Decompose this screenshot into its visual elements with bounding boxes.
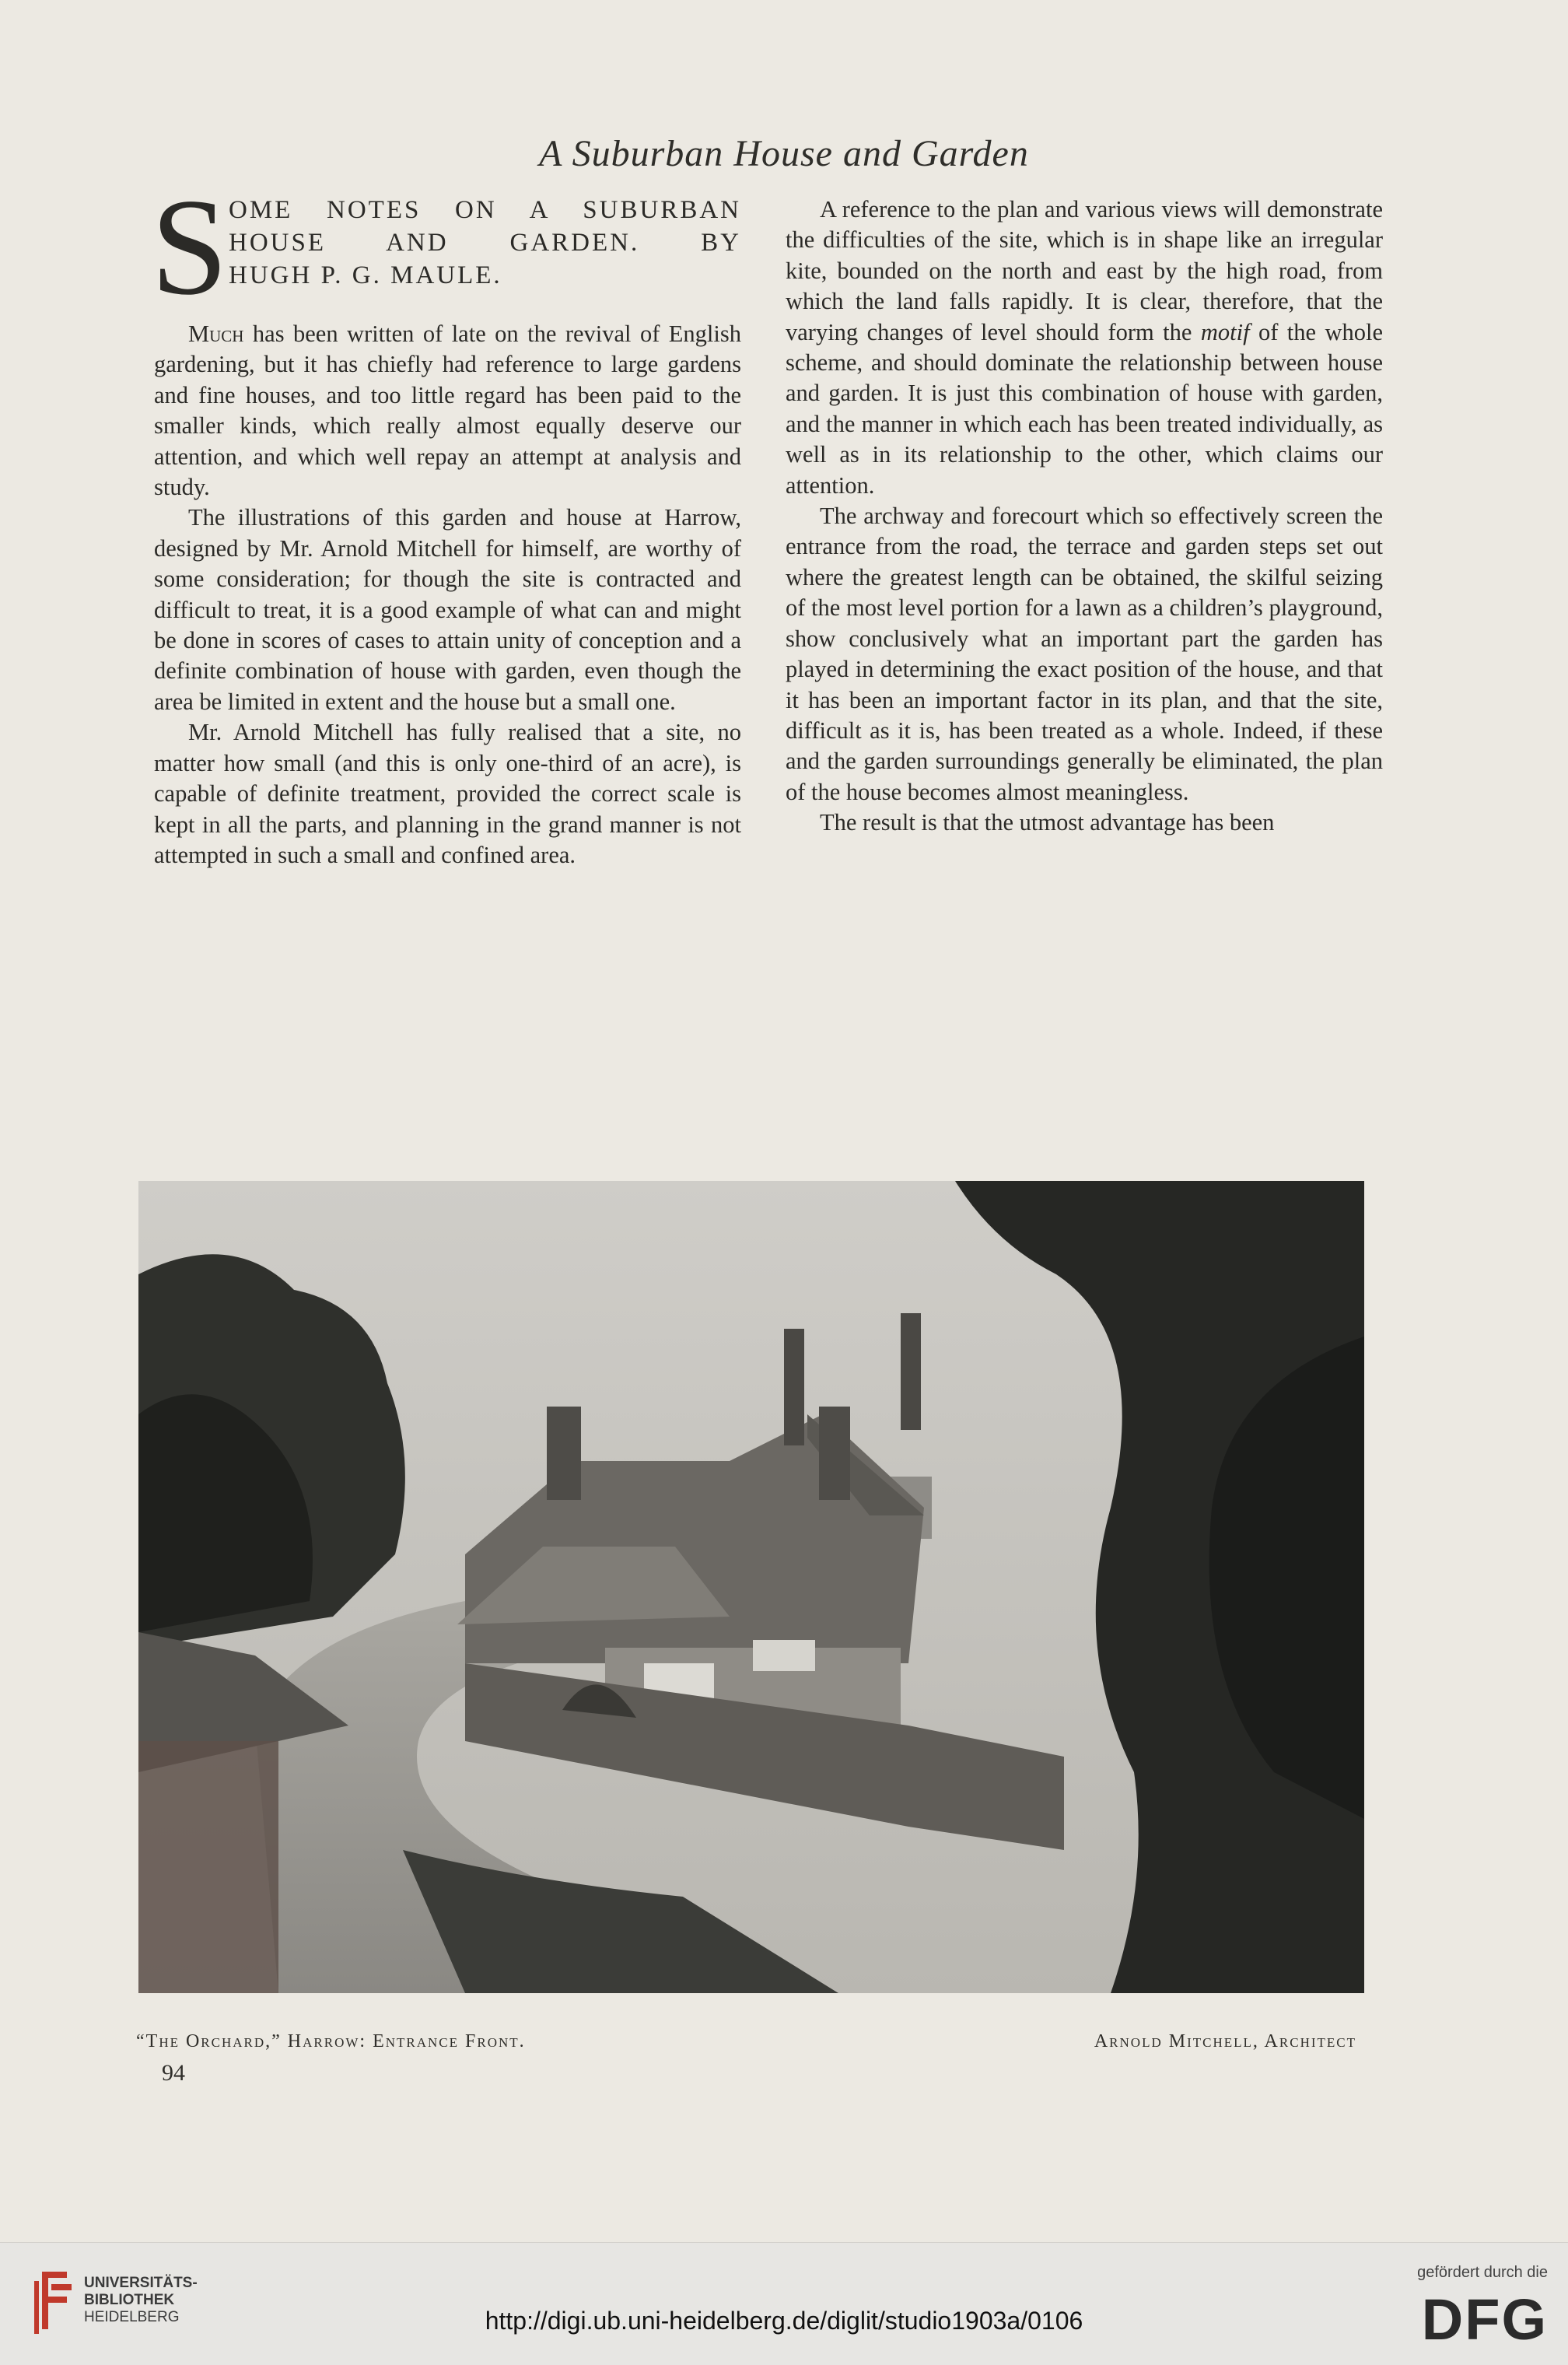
paragraph: [154, 319, 741, 503]
heading-line-1: OME NOTES ON A SUBURBAN: [229, 196, 741, 224]
photo-illustration: [138, 1181, 1364, 1993]
paragraph: The result is that the utmost advantage has been: [820, 809, 1275, 836]
page-number: 94: [162, 2060, 185, 2086]
right-column: [786, 194, 1383, 839]
dfg-logo: DFG: [1421, 2287, 1548, 2352]
running-title: A Suburban House and Garden: [539, 133, 1029, 174]
paragraph-text: of the whole scheme, and should dominate the relationship between house and garden. It is just this combination of house with garden, and the manner in which each has been treated individually, as well as in its relationship to the other, which claims our attention.: [786, 318, 1383, 499]
library-name-line: BIBLIOTHEK: [84, 2292, 175, 2308]
paragraph: [786, 194, 1383, 501]
italic-word: motif: [1200, 318, 1250, 345]
paragraph-text: has been written of late on the revival of English gardening, but it has chiefly had reference to large gardens and fine houses, and too little regard has been paid to the smaller kinds, which really almost equally deserve our attention, and which well repay an attempt at analysis and study.: [154, 321, 741, 501]
paragraph: Mr. Arnold Mitchell has fully realised that a site, no matter how small (and this is only one-third of an acre), is capable of definite treatment, provided the correct scale is kept in all the parts, and planning in the grand manner is not attempted in such a small and confined area.: [154, 719, 741, 868]
paragraph: The illustrations of this garden and house at Harrow, designed by Mr. Arnold Mitchell for himself, are worthy of some consideration; for though the site is contracted and difficult to treat, it is a good example of what can and might be done in scores of cases to attain unity of conception and a definite combination of house with garden, even though the area be limited in extent and the house but a small one.: [154, 504, 741, 715]
paragraph: The archway and forecourt which so effectively screen the entrance from the road, the terrace and garden steps set out where the greatest length can be obtained, the skilful seizing of the most level portion for a lawn as a children’s playground, show conclusively what an important part the garden has played in determining the exact position of the house, and that it has been an important factor in its plan, and that the site, difficult as it is, has been treated as a whole. Indeed, if these and the garden surroundings generally be eliminated, the plan of the house becomes almost meaningless.: [786, 503, 1383, 805]
lead-word: Much: [188, 321, 244, 347]
heading-line-2: HOUSE AND GARDEN. BY: [229, 229, 741, 257]
heading-line-3: HUGH P. G. MAULE.: [229, 261, 502, 289]
paragraph-text: A reference to the plan and various views will demonstrate the difficulties of the site, which is in shape like an irregular kite, bounded on the north and east by the high road, from which the land falls rapidly. It is clear, therefore, that the varying changes of level should form the: [786, 196, 1383, 345]
drop-cap: S: [151, 170, 228, 324]
library-name-line: UNIVERSITÄTS-: [84, 2275, 198, 2291]
house-photograph: [138, 1181, 1364, 1993]
left-column: [151, 170, 741, 871]
library-name-line: HEIDELBERG: [84, 2309, 180, 2325]
funding-label: gefördert durch die: [1417, 2264, 1548, 2281]
photo-credit: Arnold Mitchell, Architect: [1094, 2031, 1356, 2051]
photo-caption: “The Orchard,” Harrow: Entrance Front.: [136, 2031, 526, 2051]
viewer-footer: [0, 2242, 1568, 2365]
source-url-link[interactable]: http://digi.ub.uni-heidelberg.de/diglit/studio1903a/0106: [485, 2307, 1083, 2335]
article-heading: [151, 170, 741, 324]
